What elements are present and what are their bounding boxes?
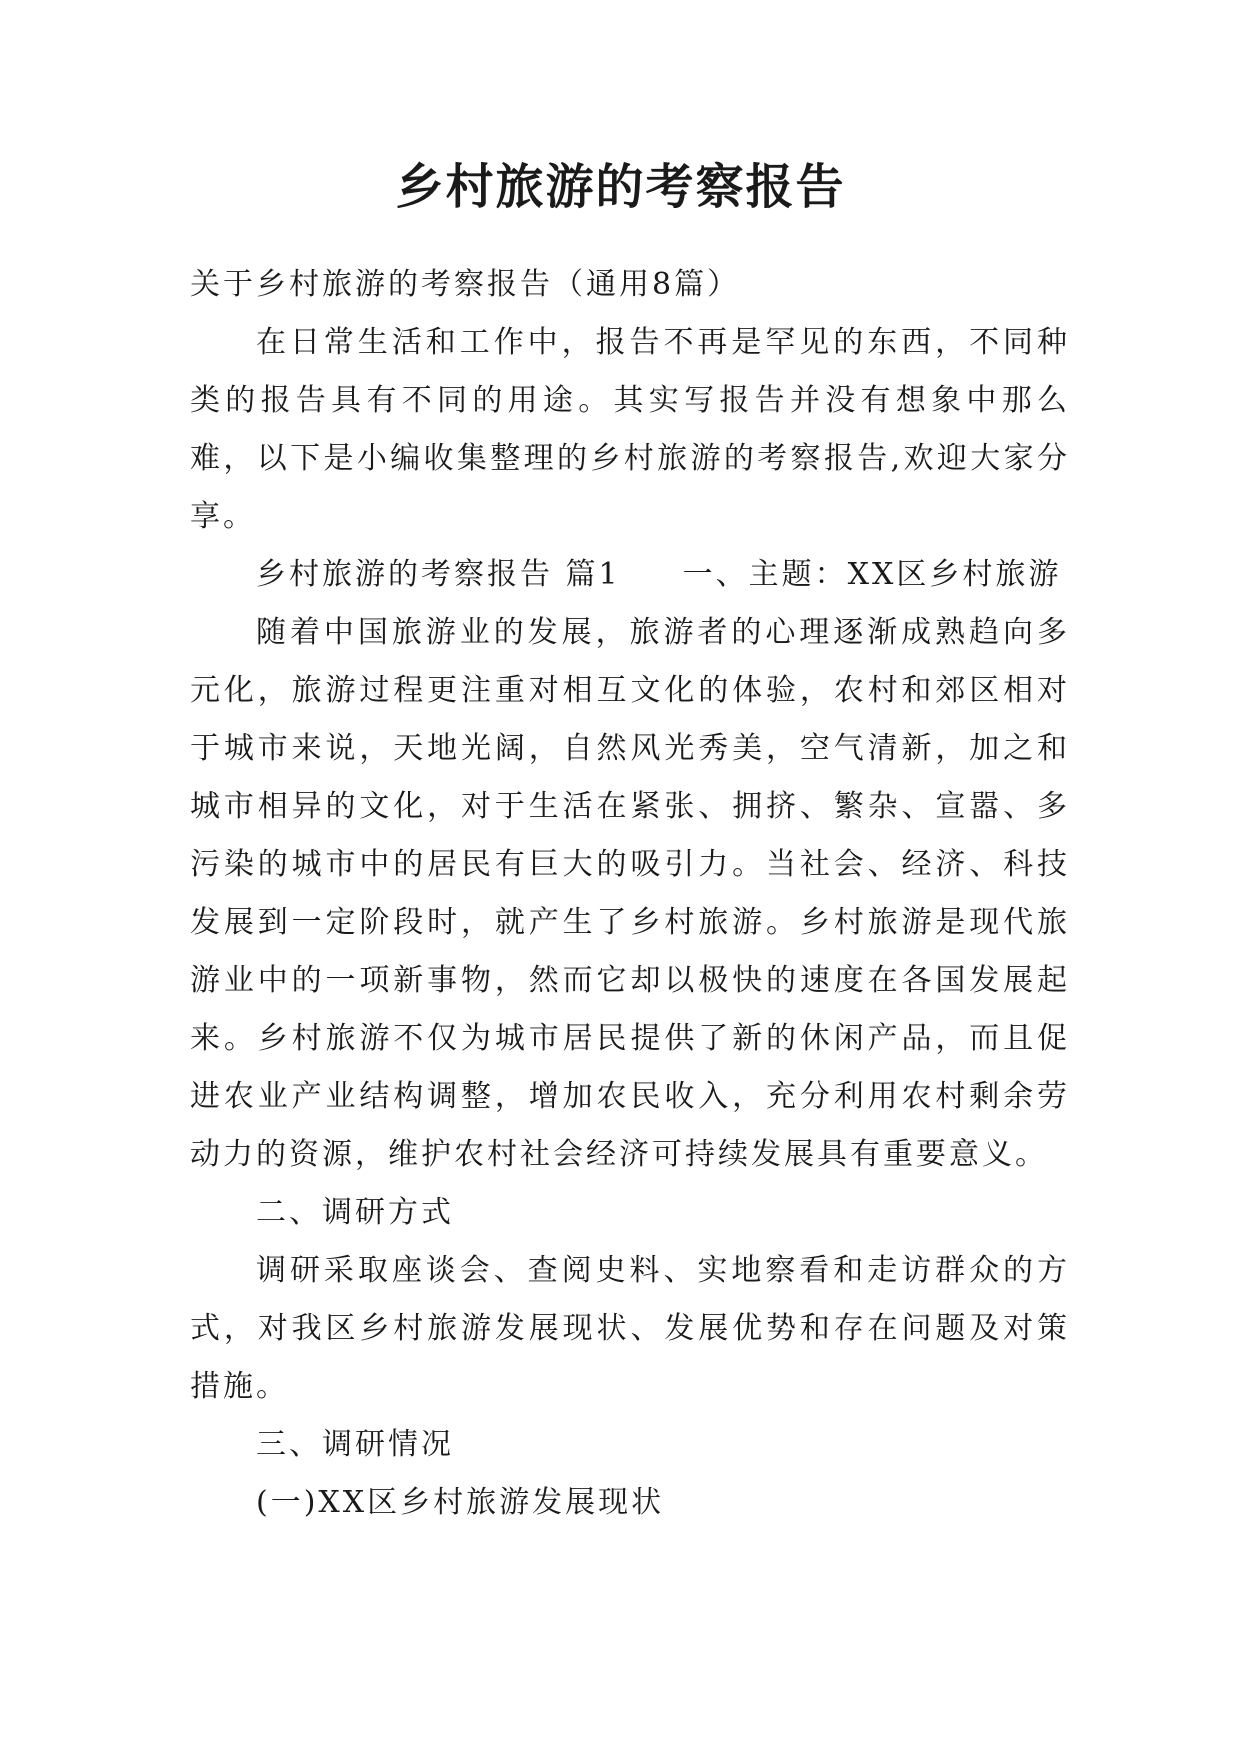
- background-paragraph: 随着中国旅游业的发展，旅游者的心理逐渐成熟趋向多元化，旅游过程更注重对相互文化的体验，农村和郊区相对于城市来说，天地光阔，自然风光秀美，空气清新，加之和城市相异的文化，对于生活在紧张、拥挤、繁杂、宣嚣、多污染的城市中的居民有巨大的吸引力。当社会、经济、科技发展到一定阶段时，就产生了乡村旅游。乡村旅游是现代旅游业中的一项新事物，然而它却以极快的速度在各国发展起来。乡村旅游不仅为城市居民提供了新的休闲产品，而且促进农业产业结构调整，增加农民收入，充分利用农村剩余劳动力的资源，维护农村社会经济可持续发展具有重要意义。: [190, 615, 1070, 1172]
- chapter-label: 乡村旅游的考察报告 篇1: [256, 557, 621, 592]
- theme-heading: 一、主题：XX区乡村旅游: [682, 557, 1062, 592]
- situation-heading: 三、调研情况: [256, 1427, 454, 1462]
- status-heading: (一)XX区乡村旅游发展现状: [256, 1485, 665, 1520]
- intro-paragraph: 在日常生活和工作中，报告不再是罕见的东西，不同种类的报告具有不同的用途。其实写报告并没有想象中那么难，以下是小编收集整理的乡村旅游的考察报告,欢迎大家分享。: [190, 325, 1070, 534]
- method-heading: 二、调研方式: [256, 1195, 454, 1230]
- method-paragraph: 调研采取座谈会、查阅史料、实地察看和走访群众的方式，对我区乡村旅游发展现状、发展优势和存在问题及对策措施。: [190, 1253, 1070, 1404]
- chapter-line: [190, 546, 1070, 604]
- document-subtitle: 关于乡村旅游的考察报告（通用8篇）: [190, 267, 741, 302]
- document-title: 乡村旅游的考察报告: [395, 159, 846, 215]
- document-body: [190, 256, 1070, 1532]
